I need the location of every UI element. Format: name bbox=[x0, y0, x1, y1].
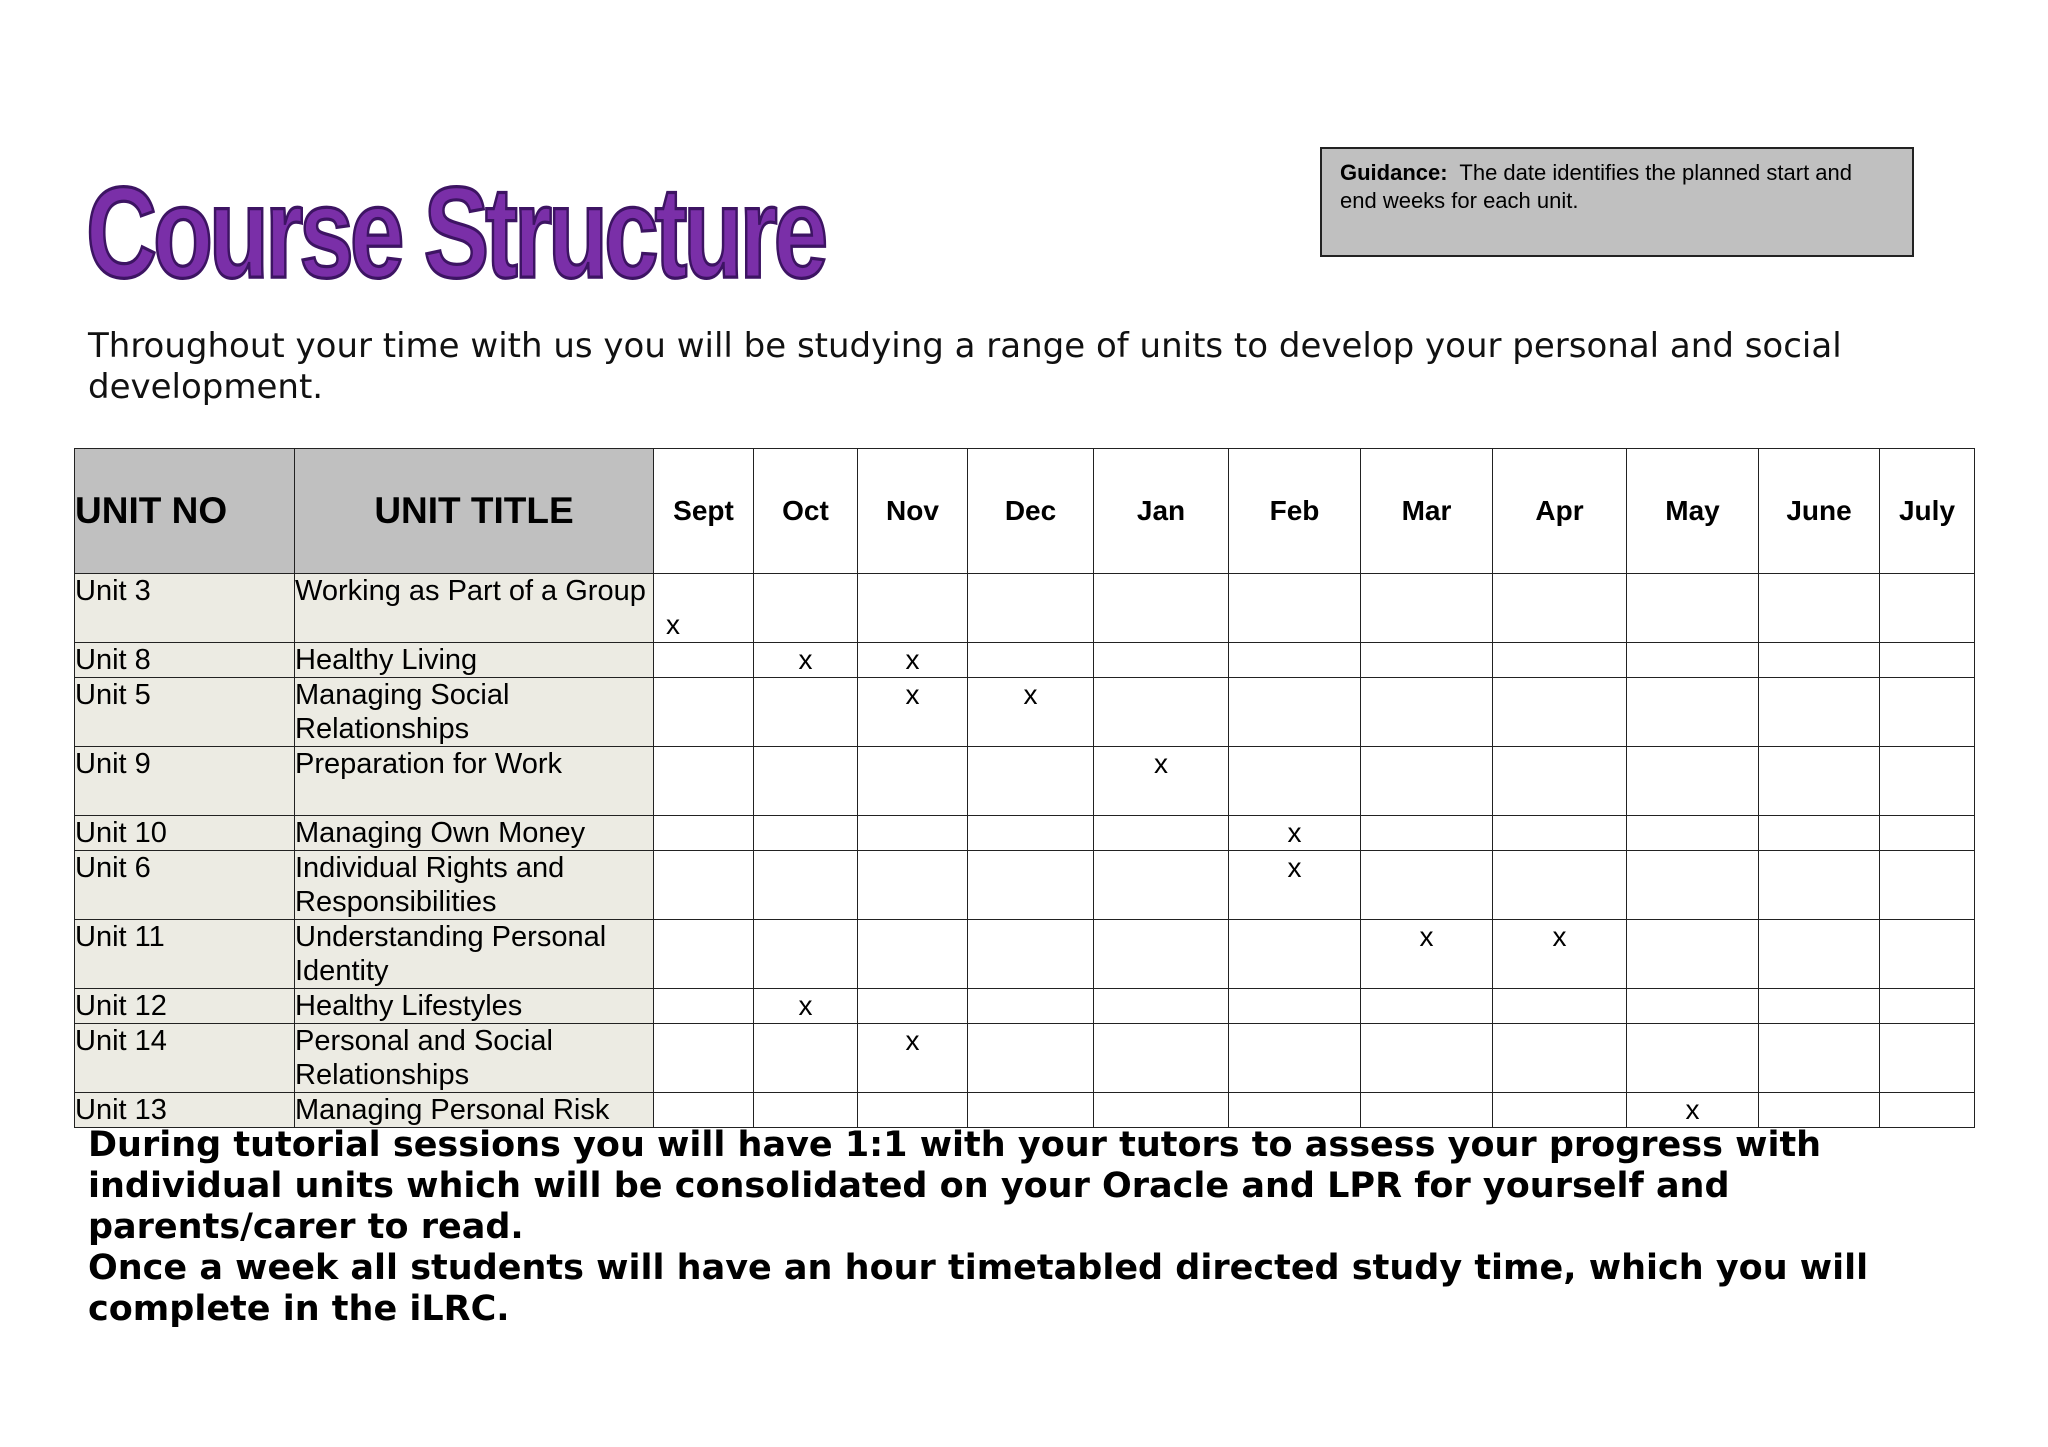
header-month-sept: Sept bbox=[654, 449, 754, 574]
schedule-cell-mar bbox=[1361, 989, 1493, 1024]
schedule-cell-jan bbox=[1094, 747, 1229, 816]
schedule-cell-nov bbox=[858, 816, 968, 851]
schedule-cell-nov bbox=[858, 1093, 968, 1128]
schedule-cell-mar bbox=[1361, 816, 1493, 851]
schedule-cell-feb bbox=[1229, 678, 1361, 747]
schedule-mark: x bbox=[1154, 748, 1168, 779]
unit-number-cell: Unit 9 bbox=[75, 747, 295, 816]
unit-title-cell: Working as Part of a Group bbox=[295, 574, 654, 643]
schedule-cell-oct bbox=[754, 643, 858, 678]
schedule-cell-dec bbox=[968, 989, 1094, 1024]
schedule-cell-mar bbox=[1361, 920, 1493, 989]
header-month-apr: Apr bbox=[1493, 449, 1627, 574]
schedule-cell-apr bbox=[1493, 678, 1627, 747]
header-month-dec: Dec bbox=[968, 449, 1094, 574]
schedule-cell-june bbox=[1759, 643, 1880, 678]
schedule-cell-sept bbox=[654, 1024, 754, 1093]
unit-title-cell: Healthy Lifestyles bbox=[295, 989, 654, 1024]
schedule-cell-may bbox=[1627, 851, 1759, 920]
schedule-cell-dec bbox=[968, 678, 1094, 747]
schedule-cell-apr bbox=[1493, 920, 1627, 989]
guidance-text: The date identifies the planned start and end weeks for each unit. bbox=[1340, 160, 1853, 213]
schedule-mark bbox=[654, 851, 753, 885]
schedule-cell-sept bbox=[654, 1093, 754, 1128]
schedule-cell-feb bbox=[1229, 989, 1361, 1024]
schedule-cell-dec bbox=[968, 1024, 1094, 1093]
schedule-cell-oct bbox=[754, 574, 858, 643]
schedule-cell-apr bbox=[1493, 989, 1627, 1024]
schedule-mark: x bbox=[798, 644, 813, 675]
schedule-cell-jan bbox=[1094, 1024, 1229, 1093]
schedule-mark: x bbox=[1685, 1094, 1700, 1125]
schedule-mark: x bbox=[666, 609, 680, 640]
schedule-cell-july bbox=[1880, 1024, 1975, 1093]
schedule-cell-june bbox=[1759, 678, 1880, 747]
table-row bbox=[75, 643, 1975, 678]
schedule-cell-july bbox=[1880, 643, 1975, 678]
schedule-mark bbox=[654, 747, 753, 781]
schedule-cell-apr bbox=[1493, 816, 1627, 851]
schedule-mark bbox=[654, 1024, 753, 1058]
note-tutorial: During tutorial sessions you will have 1:1 with your tutors to assess your progress with individual units which will be consolidated on your Oracle and LPR for yourself and parents/carer to read. bbox=[88, 1125, 1822, 1247]
schedule-cell-mar bbox=[1361, 1093, 1493, 1128]
schedule-cell-july bbox=[1880, 574, 1975, 643]
schedule-cell-feb bbox=[1229, 851, 1361, 920]
schedule-cell-oct bbox=[754, 1093, 858, 1128]
schedule-cell-may bbox=[1627, 1093, 1759, 1128]
schedule-cell-oct bbox=[754, 851, 858, 920]
table-row bbox=[75, 920, 1975, 989]
schedule-cell-june bbox=[1759, 920, 1880, 989]
schedule-mark: x bbox=[905, 679, 920, 710]
schedule-cell-oct bbox=[754, 1024, 858, 1093]
schedule-cell-dec bbox=[968, 574, 1094, 643]
unit-number-cell: Unit 10 bbox=[75, 816, 295, 851]
schedule-cell-june bbox=[1759, 816, 1880, 851]
schedule-cell-sept bbox=[654, 678, 754, 747]
schedule-cell-june bbox=[1759, 1024, 1880, 1093]
schedule-cell-mar bbox=[1361, 851, 1493, 920]
schedule-cell-june bbox=[1759, 1093, 1880, 1128]
schedule-cell-apr bbox=[1493, 851, 1627, 920]
header-month-jan: Jan bbox=[1094, 449, 1229, 574]
schedule-cell-apr bbox=[1493, 574, 1627, 643]
schedule-cell-may bbox=[1627, 816, 1759, 851]
header-month-may: May bbox=[1627, 449, 1759, 574]
header-month-june: June bbox=[1759, 449, 1880, 574]
schedule-cell-oct bbox=[754, 989, 858, 1024]
schedule-cell-sept bbox=[654, 989, 754, 1024]
unit-number-cell: Unit 6 bbox=[75, 851, 295, 920]
schedule-cell-may bbox=[1627, 920, 1759, 989]
unit-title-cell: Personal and Social Relationships bbox=[295, 1024, 654, 1093]
course-structure-table bbox=[74, 448, 1975, 1128]
schedule-cell-june bbox=[1759, 574, 1880, 643]
unit-number-cell: Unit 5 bbox=[75, 678, 295, 747]
schedule-cell-nov bbox=[858, 678, 968, 747]
table-row bbox=[75, 851, 1975, 920]
schedule-cell-may bbox=[1627, 643, 1759, 678]
schedule-cell-mar bbox=[1361, 643, 1493, 678]
table-header-row bbox=[75, 449, 1975, 574]
schedule-cell-sept bbox=[654, 574, 754, 643]
schedule-cell-feb bbox=[1229, 1024, 1361, 1093]
schedule-cell-dec bbox=[968, 747, 1094, 816]
schedule-cell-jan bbox=[1094, 816, 1229, 851]
table-row bbox=[75, 747, 1975, 816]
schedule-cell-apr bbox=[1493, 1024, 1627, 1093]
schedule-cell-may bbox=[1627, 1024, 1759, 1093]
schedule-cell-feb bbox=[1229, 643, 1361, 678]
schedule-cell-july bbox=[1880, 920, 1975, 989]
schedule-cell-june bbox=[1759, 989, 1880, 1024]
schedule-cell-july bbox=[1880, 747, 1975, 816]
schedule-cell-may bbox=[1627, 747, 1759, 816]
table-row bbox=[75, 678, 1975, 747]
unit-title-cell: Managing Own Money bbox=[295, 816, 654, 851]
intro-paragraph: Throughout your time with us you will be studying a range of units to develop your personal and social development. bbox=[88, 326, 1842, 407]
schedule-cell-jan bbox=[1094, 574, 1229, 643]
schedule-cell-dec bbox=[968, 851, 1094, 920]
unit-title-cell: Managing Personal Risk bbox=[295, 1093, 654, 1128]
schedule-mark: x bbox=[905, 1025, 920, 1056]
guidance-label: Guidance: bbox=[1340, 160, 1448, 185]
schedule-cell-mar bbox=[1361, 678, 1493, 747]
schedule-cell-jan bbox=[1094, 1093, 1229, 1128]
schedule-cell-july bbox=[1880, 851, 1975, 920]
schedule-cell-july bbox=[1880, 1093, 1975, 1128]
table-row bbox=[75, 1024, 1975, 1093]
schedule-mark: x bbox=[905, 644, 920, 675]
schedule-mark: x bbox=[1023, 679, 1038, 710]
schedule-cell-june bbox=[1759, 851, 1880, 920]
schedule-cell-apr bbox=[1493, 643, 1627, 678]
header-month-nov: Nov bbox=[858, 449, 968, 574]
unit-number-cell: Unit 8 bbox=[75, 643, 295, 678]
unit-title-cell: Individual Rights and Responsibilities bbox=[295, 851, 654, 920]
header-unit-no: UNIT NO bbox=[75, 449, 295, 574]
unit-number-cell: Unit 13 bbox=[75, 1093, 295, 1128]
schedule-cell-dec bbox=[968, 643, 1094, 678]
schedule-cell-nov bbox=[858, 574, 968, 643]
schedule-cell-apr bbox=[1493, 1093, 1627, 1128]
unit-title-cell: Healthy Living bbox=[295, 643, 654, 678]
unit-number-cell: Unit 11 bbox=[75, 920, 295, 989]
schedule-cell-nov bbox=[858, 989, 968, 1024]
schedule-mark: x bbox=[1287, 852, 1302, 883]
table-row bbox=[75, 989, 1975, 1024]
schedule-cell-dec bbox=[968, 1093, 1094, 1128]
table-row bbox=[75, 574, 1975, 643]
schedule-cell-sept bbox=[654, 920, 754, 989]
schedule-mark bbox=[654, 678, 753, 712]
schedule-cell-oct bbox=[754, 816, 858, 851]
schedule-cell-may bbox=[1627, 574, 1759, 643]
schedule-cell-nov bbox=[858, 920, 968, 989]
header-month-july: July bbox=[1880, 449, 1975, 574]
schedule-cell-feb bbox=[1229, 574, 1361, 643]
schedule-cell-oct bbox=[754, 747, 858, 816]
schedule-cell-may bbox=[1627, 678, 1759, 747]
schedule-mark bbox=[654, 920, 753, 954]
schedule-cell-mar bbox=[1361, 1024, 1493, 1093]
schedule-mark: x bbox=[1552, 921, 1567, 952]
schedule-cell-nov bbox=[858, 851, 968, 920]
schedule-mark: x bbox=[1287, 817, 1302, 848]
schedule-cell-may bbox=[1627, 989, 1759, 1024]
schedule-cell-june bbox=[1759, 747, 1880, 816]
schedule-cell-jan bbox=[1094, 643, 1229, 678]
schedule-cell-sept bbox=[654, 816, 754, 851]
unit-title-cell: Managing Social Relationships bbox=[295, 678, 654, 747]
schedule-cell-mar bbox=[1361, 747, 1493, 816]
schedule-cell-jan bbox=[1094, 989, 1229, 1024]
schedule-cell-nov bbox=[858, 643, 968, 678]
schedule-cell-dec bbox=[968, 920, 1094, 989]
unit-number-cell: Unit 3 bbox=[75, 574, 295, 643]
schedule-cell-oct bbox=[754, 678, 858, 747]
unit-title-cell: Understanding Personal Identity bbox=[295, 920, 654, 989]
header-month-oct: Oct bbox=[754, 449, 858, 574]
schedule-cell-sept bbox=[654, 747, 754, 816]
note-study-time: Once a week all students will have an hour timetabled directed study time, which you will complete in the iLRC. bbox=[88, 1248, 1869, 1329]
unit-number-cell: Unit 14 bbox=[75, 1024, 295, 1093]
table-row bbox=[75, 1093, 1975, 1128]
schedule-cell-jan bbox=[1094, 920, 1229, 989]
unit-title-cell: Preparation for Work bbox=[295, 747, 654, 816]
guidance-box bbox=[1320, 147, 1914, 257]
header-month-feb: Feb bbox=[1229, 449, 1361, 574]
unit-number-cell: Unit 12 bbox=[75, 989, 295, 1024]
table-row bbox=[75, 816, 1975, 851]
schedule-cell-feb bbox=[1229, 920, 1361, 989]
schedule-cell-feb bbox=[1229, 747, 1361, 816]
schedule-cell-feb bbox=[1229, 816, 1361, 851]
schedule-cell-feb bbox=[1229, 1093, 1361, 1128]
schedule-cell-july bbox=[1880, 816, 1975, 851]
schedule-cell-nov bbox=[858, 1024, 968, 1093]
schedule-cell-mar bbox=[1361, 574, 1493, 643]
schedule-cell-oct bbox=[754, 920, 858, 989]
schedule-cell-july bbox=[1880, 989, 1975, 1024]
notes-section bbox=[88, 1125, 1988, 1330]
schedule-cell-nov bbox=[858, 747, 968, 816]
schedule-cell-sept bbox=[654, 643, 754, 678]
schedule-mark: x bbox=[798, 990, 813, 1021]
schedule-cell-apr bbox=[1493, 747, 1627, 816]
schedule-cell-sept bbox=[654, 851, 754, 920]
page-title: Course Structure bbox=[86, 160, 825, 306]
schedule-mark: x bbox=[1419, 921, 1434, 952]
schedule-cell-july bbox=[1880, 678, 1975, 747]
header-month-mar: Mar bbox=[1361, 449, 1493, 574]
schedule-cell-dec bbox=[968, 816, 1094, 851]
schedule-cell-jan bbox=[1094, 851, 1229, 920]
schedule-cell-jan bbox=[1094, 678, 1229, 747]
header-unit-title: UNIT TITLE bbox=[295, 449, 654, 574]
